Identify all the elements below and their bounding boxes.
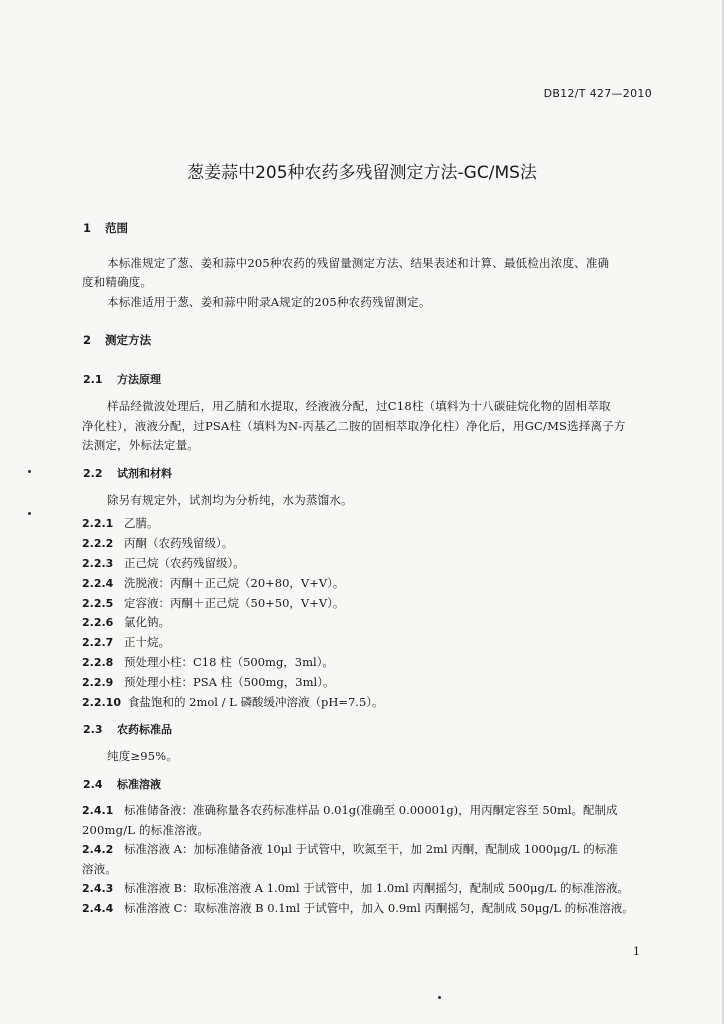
paragraph-line: 本标准适用于葱、姜和蒜中附录A规定的205种农药残留测定。 [107, 295, 431, 309]
subsection-number: 2.3 [83, 723, 103, 736]
section-title: 测定方法 [105, 333, 151, 347]
section-1-heading [83, 220, 128, 236]
subsection-title: 农药标准品 [117, 723, 172, 736]
subsection-title: 方法原理 [117, 373, 161, 386]
subsection-title: 标准溶液 [117, 778, 161, 791]
subsection-number: 2.4 [83, 778, 103, 791]
list-item: 2.2.4 洗脱液：丙酮＋正己烷（20+80，V+V）。 [82, 576, 345, 590]
paragraph-line: 除另有规定外，试剂均为分析纯，水为蒸馏水。 [107, 493, 353, 507]
list-item: 2.2.2 丙酮（农药残留级）。 [82, 536, 234, 550]
standard-code: DB12/T 427—2010 [543, 87, 652, 100]
paragraph-line: 样品经微波处理后，用乙腈和水提取，经液液分配，过C18柱（填料为十八碳硅烷化物的固相萃取 [107, 399, 611, 413]
list-item: 2.2.10 食盐饱和的 2mol / L 磷酸缓冲溶液（pH=7.5）。 [82, 695, 384, 709]
subsection-number: 2.2 [83, 467, 103, 480]
document-title: 葱姜蒜中205种农药多残留测定方法-GC/MS法 [187, 163, 537, 183]
subsection-number: 2.1 [83, 373, 103, 386]
list-item: 2.2.7 正十烷。 [82, 635, 170, 649]
section-number: 1 [83, 221, 92, 235]
scan-mark [28, 512, 31, 515]
subsection-2-1-heading [83, 371, 161, 387]
paragraph-line: 净化柱），液液分配，过PSA柱（填料为N-丙基乙二胺的固相萃取净化柱）净化后，用GC/MS选择离子方 [82, 419, 626, 433]
list-item: 2.4.2 标准溶液 A：加标准储备液 10μl 于试管中，吹氮至干，加 2ml 丙酮，配制成 1000μg/L 的标准 [82, 842, 618, 856]
paragraph-line: 纯度≥95%。 [107, 749, 179, 763]
paragraph-line: 本标准规定了葱、姜和蒜中205种农药的残留量测定方法、结果表述和计算、最低检出浓度、准确 [107, 256, 610, 270]
list-item: 2.4.4 标准溶液 C：取标准溶液 B 0.1ml 于试管中，加入 0.9ml 丙酮摇匀，配制成 50μg/L 的标准溶液。 [82, 901, 634, 915]
paragraph-line: 200mg/L 的标准溶液。 [82, 823, 210, 837]
list-item: 2.4.3 标准溶液 B：取标准溶液 A 1.0ml 于试管中，加 1.0ml 丙酮摇匀，配制成 500μg/L 的标准溶液。 [82, 881, 630, 895]
list-item: 2.2.5 定容液：丙酮＋正己烷（50+50，V+V）。 [82, 596, 345, 610]
section-number: 2 [83, 333, 92, 347]
list-item: 2.4.1 标准储备液：准确称量各农药标准样品 0.01g(准确至 0.00001g)，用丙酮定容至 50ml。配制成 [82, 803, 618, 817]
subsection-2-3-heading [83, 721, 172, 737]
list-item: 2.2.1 乙腈。 [82, 516, 159, 530]
paragraph-line: 度和精确度。 [82, 275, 153, 289]
subsection-2-2-heading [83, 465, 172, 481]
scan-mark [28, 470, 31, 473]
section-2-heading [83, 332, 151, 348]
list-item: 2.2.9 预处理小柱：PSA 柱（500mg，3ml）。 [82, 675, 335, 689]
paragraph-line: 溶液。 [82, 862, 118, 876]
section-title: 范围 [105, 221, 128, 235]
list-item: 2.2.8 预处理小柱：C18 柱（500mg，3ml）。 [82, 655, 334, 669]
list-item: 2.2.6 氯化钠。 [82, 615, 170, 629]
subsection-title: 试剂和材料 [117, 467, 172, 480]
list-item: 2.2.3 正己烷（农药残留级）。 [82, 556, 245, 570]
paragraph-line: 法测定，外标法定量。 [82, 438, 199, 452]
page-number: 1 [633, 945, 640, 958]
scan-mark [438, 996, 441, 999]
subsection-2-4-heading [83, 776, 161, 792]
